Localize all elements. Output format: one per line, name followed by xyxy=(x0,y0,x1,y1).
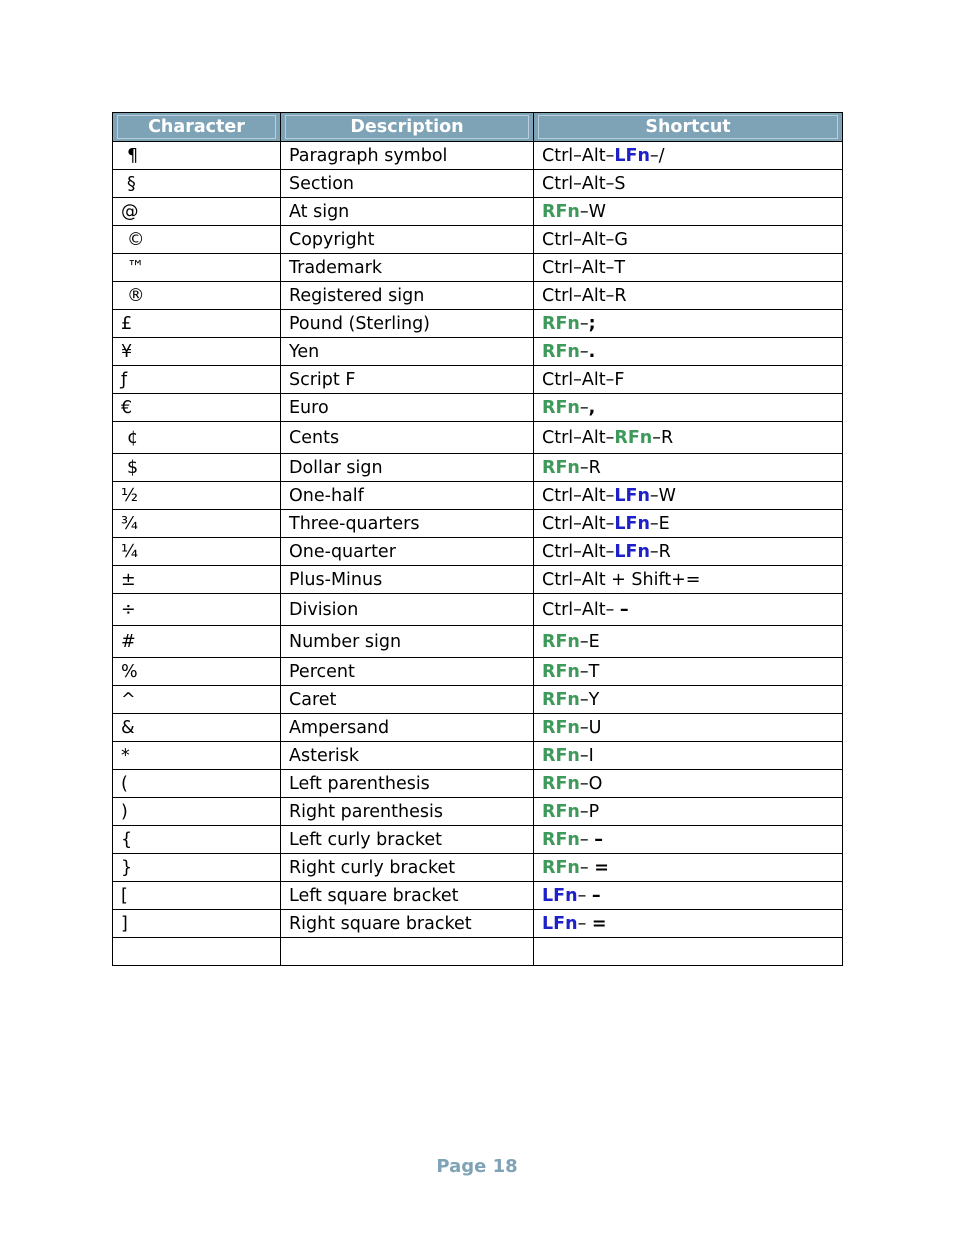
character-cell: * xyxy=(113,742,281,770)
shortcut-text: –P xyxy=(579,801,600,822)
shortcut-cell xyxy=(534,770,843,798)
shortcut-text: –R xyxy=(649,541,671,562)
shortcut-text: –E xyxy=(579,631,600,652)
character-cell: ® xyxy=(113,282,281,310)
character-cell: @ xyxy=(113,198,281,226)
table-body xyxy=(113,142,843,966)
shortcut-text: Ctrl–Alt–G xyxy=(542,229,628,250)
shortcut-cell xyxy=(534,394,843,422)
table-row xyxy=(113,338,843,366)
character-cell: $ xyxy=(113,454,281,482)
character-cell: ] xyxy=(113,910,281,938)
shortcut-cell xyxy=(534,482,843,510)
table-row xyxy=(113,510,843,538)
description-cell: Script F xyxy=(281,366,534,394)
character-cell: ± xyxy=(113,566,281,594)
description-cell: Right parenthesis xyxy=(281,798,534,826)
character-cell: ÷ xyxy=(113,594,281,626)
shortcut-text: Ctrl–Alt–F xyxy=(542,369,625,390)
shortcut-table xyxy=(112,112,843,966)
shortcut-cell xyxy=(534,658,843,686)
shortcut-text: . xyxy=(588,341,596,362)
table-row xyxy=(113,482,843,510)
character-cell: { xyxy=(113,826,281,854)
rfn-key: RFn xyxy=(614,427,653,448)
description-cell: Left parenthesis xyxy=(281,770,534,798)
rfn-key: RFn xyxy=(542,661,580,682)
rfn-key: RFn xyxy=(542,829,580,850)
shortcut-text: Ctrl–Alt– xyxy=(542,145,615,166)
lfn-key: LFn xyxy=(614,513,650,534)
description-cell: One-quarter xyxy=(281,538,534,566)
shortcut-text: –W xyxy=(649,485,676,506)
rfn-key: RFn xyxy=(542,689,580,710)
table-header-row xyxy=(113,113,843,142)
column-header-shortcut: Shortcut xyxy=(534,113,843,142)
shortcut-text: –T xyxy=(579,661,600,682)
description-cell: Division xyxy=(281,594,534,626)
shortcut-text: – xyxy=(577,885,592,906)
shortcut-cell xyxy=(534,826,843,854)
shortcut-cell xyxy=(534,594,843,626)
description-cell: Trademark xyxy=(281,254,534,282)
table-row xyxy=(113,910,843,938)
shortcut-text: Ctrl–Alt + Shift+= xyxy=(542,569,701,590)
table-row xyxy=(113,566,843,594)
shortcut-text: Ctrl–Alt–S xyxy=(542,173,626,194)
shortcut-cell xyxy=(534,626,843,658)
shortcut-cell xyxy=(534,714,843,742)
shortcut-text: – xyxy=(579,313,589,334)
description-cell: Ampersand xyxy=(281,714,534,742)
description-cell: Left curly bracket xyxy=(281,826,534,854)
table-row xyxy=(113,742,843,770)
shortcut-cell xyxy=(534,938,843,966)
description-cell: Number sign xyxy=(281,626,534,658)
shortcut-text: – xyxy=(594,829,603,850)
description-cell: Plus-Minus xyxy=(281,566,534,594)
rfn-key: RFn xyxy=(542,201,580,222)
shortcut-text: –Y xyxy=(579,689,600,710)
character-cell: ™ xyxy=(113,254,281,282)
description-cell: Section xyxy=(281,170,534,198)
description-cell: Registered sign xyxy=(281,282,534,310)
shortcut-text: Ctrl–Alt–T xyxy=(542,257,626,278)
character-cell: ½ xyxy=(113,482,281,510)
lfn-key: LFn xyxy=(542,885,578,906)
table-row xyxy=(113,770,843,798)
rfn-key: RFn xyxy=(542,631,580,652)
shortcut-text: –/ xyxy=(649,145,665,166)
shortcut-text: – xyxy=(579,857,595,878)
shortcut-text: – xyxy=(579,829,595,850)
shortcut-cell xyxy=(534,742,843,770)
table-row xyxy=(113,226,843,254)
description-cell: Paragraph symbol xyxy=(281,142,534,170)
shortcut-cell xyxy=(534,510,843,538)
character-cell: & xyxy=(113,714,281,742)
table-row xyxy=(113,454,843,482)
table-row xyxy=(113,310,843,338)
table-row xyxy=(113,714,843,742)
shortcut-cell xyxy=(534,538,843,566)
description-cell: At sign xyxy=(281,198,534,226)
table-row xyxy=(113,394,843,422)
shortcut-text: – xyxy=(579,397,589,418)
shortcut-text: Ctrl–Alt– xyxy=(542,427,615,448)
shortcut-text: – xyxy=(579,341,589,362)
table-row xyxy=(113,142,843,170)
table-row xyxy=(113,198,843,226)
shortcut-text: , xyxy=(588,397,596,418)
page-number: Page 18 xyxy=(436,1156,518,1177)
shortcut-cell xyxy=(534,854,843,882)
description-cell: Cents xyxy=(281,422,534,454)
table-row xyxy=(113,938,843,966)
description-cell: Yen xyxy=(281,338,534,366)
shortcut-cell xyxy=(534,198,843,226)
table-row xyxy=(113,170,843,198)
table-row xyxy=(113,254,843,282)
shortcut-text: –I xyxy=(579,745,594,766)
rfn-key: RFn xyxy=(542,773,580,794)
table-row xyxy=(113,594,843,626)
shortcut-cell xyxy=(534,882,843,910)
description-cell: Right square bracket xyxy=(281,910,534,938)
lfn-key: LFn xyxy=(614,541,650,562)
character-cell: ¾ xyxy=(113,510,281,538)
character-cell: € xyxy=(113,394,281,422)
shortcut-text: –R xyxy=(652,427,674,448)
rfn-key: RFn xyxy=(542,717,580,738)
shortcut-text: – xyxy=(591,885,601,906)
lfn-key: LFn xyxy=(614,145,650,166)
rfn-key: RFn xyxy=(542,801,580,822)
description-cell: Left square bracket xyxy=(281,882,534,910)
shortcut-cell xyxy=(534,566,843,594)
character-cell: ¥ xyxy=(113,338,281,366)
shortcut-cell xyxy=(534,910,843,938)
shortcut-cell xyxy=(534,338,843,366)
shortcut-cell xyxy=(534,798,843,826)
shortcut-cell xyxy=(534,282,843,310)
description-cell: Percent xyxy=(281,658,534,686)
table-row xyxy=(113,282,843,310)
description-cell: Copyright xyxy=(281,226,534,254)
rfn-key: RFn xyxy=(542,857,580,878)
description-cell: Asterisk xyxy=(281,742,534,770)
shortcut-cell xyxy=(534,454,843,482)
shortcut-text: –O xyxy=(579,773,603,794)
character-cell: ( xyxy=(113,770,281,798)
rfn-key: RFn xyxy=(542,313,580,334)
rfn-key: RFn xyxy=(542,457,580,478)
shortcut-cell xyxy=(534,142,843,170)
description-cell xyxy=(281,938,534,966)
shortcut-cell xyxy=(534,226,843,254)
character-cell: % xyxy=(113,658,281,686)
shortcut-cell xyxy=(534,170,843,198)
shortcut-text: –R xyxy=(579,457,601,478)
character-cell: ¼ xyxy=(113,538,281,566)
shortcut-text: – xyxy=(619,599,629,620)
shortcut-text: = xyxy=(594,857,609,878)
shortcut-text: ; xyxy=(588,313,596,334)
shortcut-text: Ctrl–Alt– xyxy=(542,485,615,506)
shortcut-cell xyxy=(534,254,843,282)
character-cell: ¶ xyxy=(113,142,281,170)
column-header-description: Description xyxy=(281,113,534,142)
table-row xyxy=(113,626,843,658)
shortcut-cell xyxy=(534,366,843,394)
shortcut-cell xyxy=(534,422,843,454)
table-row xyxy=(113,366,843,394)
character-cell: § xyxy=(113,170,281,198)
lfn-key: LFn xyxy=(542,913,578,934)
shortcut-text: Ctrl–Alt–R xyxy=(542,285,627,306)
table-row xyxy=(113,422,843,454)
character-cell: [ xyxy=(113,882,281,910)
table-row xyxy=(113,538,843,566)
character-cell: ^ xyxy=(113,686,281,714)
description-cell: Dollar sign xyxy=(281,454,534,482)
description-cell: Pound (Sterling) xyxy=(281,310,534,338)
character-cell: ) xyxy=(113,798,281,826)
table-row xyxy=(113,826,843,854)
shortcut-text: – xyxy=(577,913,592,934)
character-cell: © xyxy=(113,226,281,254)
shortcut-text: Ctrl–Alt– xyxy=(542,599,620,620)
lfn-key: LFn xyxy=(614,485,650,506)
rfn-key: RFn xyxy=(542,341,580,362)
description-cell: Caret xyxy=(281,686,534,714)
description-cell: One-half xyxy=(281,482,534,510)
shortcut-cell xyxy=(534,310,843,338)
character-cell: ¢ xyxy=(113,422,281,454)
character-cell: ƒ xyxy=(113,366,281,394)
shortcut-text: –U xyxy=(579,717,602,738)
rfn-key: RFn xyxy=(542,397,580,418)
character-cell: £ xyxy=(113,310,281,338)
table-row xyxy=(113,686,843,714)
rfn-key: RFn xyxy=(542,745,580,766)
shortcut-text: Ctrl–Alt– xyxy=(542,513,615,534)
shortcut-text: Ctrl–Alt– xyxy=(542,541,615,562)
shortcut-text: –E xyxy=(649,513,670,534)
shortcut-cell xyxy=(534,686,843,714)
description-cell: Euro xyxy=(281,394,534,422)
description-cell: Right curly bracket xyxy=(281,854,534,882)
table-row xyxy=(113,854,843,882)
description-cell: Three-quarters xyxy=(281,510,534,538)
shortcut-text: –W xyxy=(579,201,606,222)
column-header-character: Character xyxy=(113,113,281,142)
character-cell: } xyxy=(113,854,281,882)
character-cell xyxy=(113,938,281,966)
table-row xyxy=(113,798,843,826)
shortcut-text: = xyxy=(591,913,607,934)
table-row xyxy=(113,658,843,686)
character-cell: # xyxy=(113,626,281,658)
table-row xyxy=(113,882,843,910)
